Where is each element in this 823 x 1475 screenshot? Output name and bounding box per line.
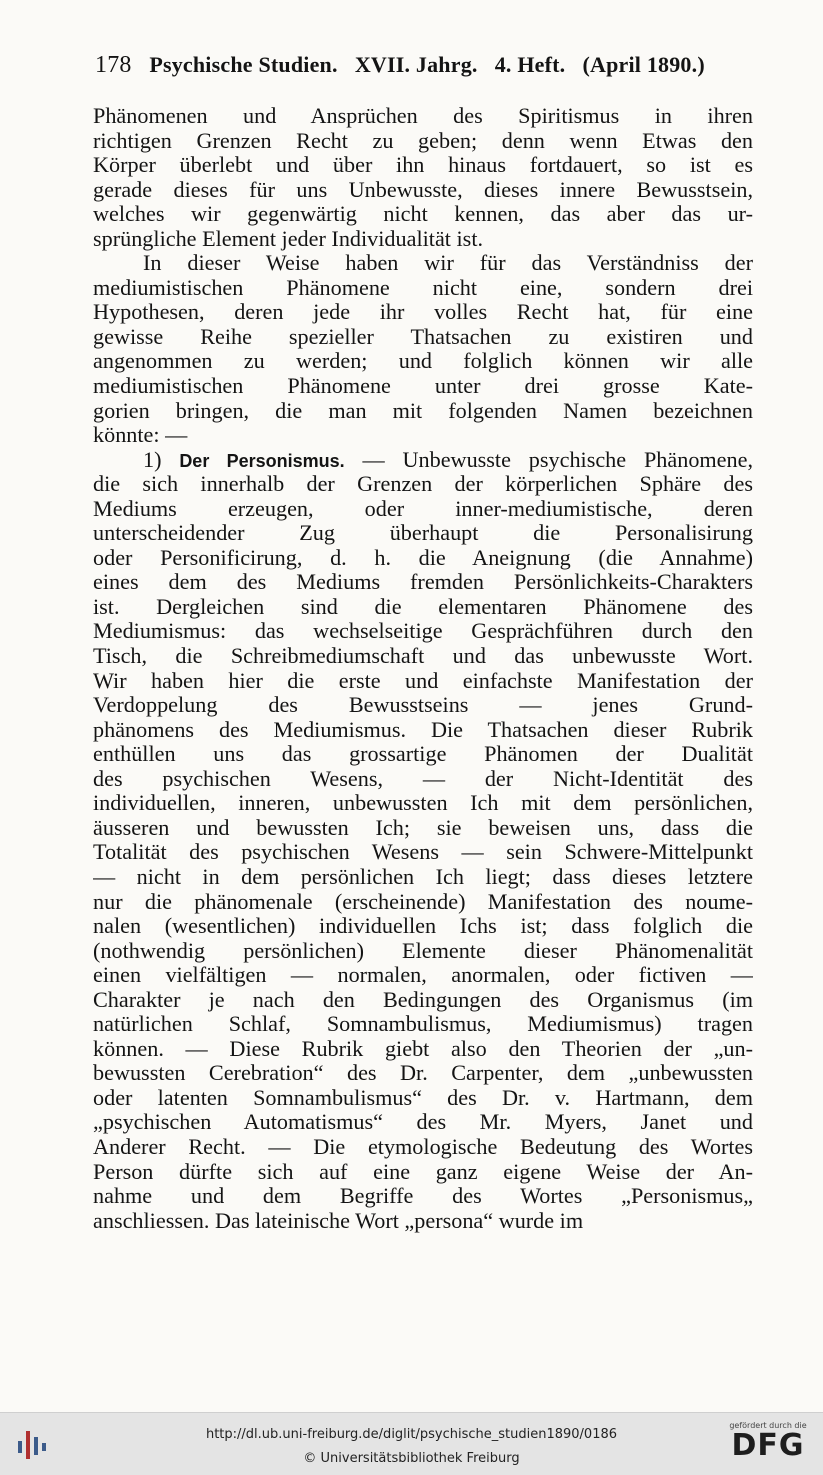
text-line xyxy=(93,742,753,767)
permalink[interactable]: http://dl.ub.uni-freiburg.de/diglit/psychische_studien1890/0186 xyxy=(205,1427,618,1442)
text-line xyxy=(93,1209,753,1234)
list-number: 1) xyxy=(143,447,180,472)
text-line xyxy=(93,423,753,448)
line-text: individuellen, inneren, unbewussten Ich mit dem persönlichen, xyxy=(93,791,753,816)
line-text: könnte: — xyxy=(93,423,188,448)
text-line xyxy=(93,521,753,546)
line-text: Körper überlebt und über ihn hinaus fortdauert, so ist es xyxy=(93,153,753,178)
text-line xyxy=(93,374,753,399)
text-line xyxy=(93,251,753,276)
dfg-logo xyxy=(725,1421,811,1462)
line-text: Charakter je nach den Bedingungen des Organismus (im xyxy=(93,987,753,1012)
line-text: Phänomenen und Ansprüchen des Spiritismus in ihren xyxy=(93,104,753,128)
journal-title: Psychische Studien. xyxy=(149,52,338,77)
text-line xyxy=(93,693,753,718)
line-text: Anderer Recht. — Die etymologische Bedeutung des Wortes xyxy=(93,1134,753,1159)
text-line xyxy=(93,767,753,792)
line-text: können. — Diese Rubrik giebt also den Theorien der „un- xyxy=(93,1036,753,1061)
line-text: Totalität des psychischen Wesens — sein Schwere-Mittelpunkt xyxy=(93,840,753,865)
text-line xyxy=(93,104,753,129)
text-line xyxy=(93,546,753,571)
text-line xyxy=(93,988,753,1013)
text-line xyxy=(93,202,753,227)
text-line xyxy=(93,619,753,644)
text-line xyxy=(93,939,753,964)
body-text xyxy=(93,104,753,1233)
page-number: 178 xyxy=(95,52,132,78)
copyright-notice: © Universitätsbibliothek Freiburg xyxy=(303,1451,520,1466)
text-line xyxy=(93,963,753,988)
text-line xyxy=(93,448,753,473)
text-line xyxy=(93,1061,753,1086)
text-line xyxy=(93,300,753,325)
text-line xyxy=(93,1160,753,1185)
text-line xyxy=(93,349,753,374)
line-text: — Unbewusste psychische Phänomene, xyxy=(344,447,753,472)
text-line xyxy=(93,178,753,203)
text-line xyxy=(93,497,753,522)
text-line xyxy=(93,227,753,252)
line-text: richtigen Grenzen Recht zu geben; denn wenn Etwas den xyxy=(93,128,753,153)
text-line xyxy=(93,595,753,620)
line-text: gerade dieses für uns Unbewusste, dieses innere Bewusstsein, xyxy=(93,177,753,202)
text-line xyxy=(93,399,753,424)
text-line xyxy=(93,1184,753,1209)
line-text: ist. Dergleichen sind die elementaren Phänomene des xyxy=(93,594,753,619)
issue: 4. Heft. xyxy=(494,52,566,77)
text-line xyxy=(93,718,753,743)
line-text: oder Personificirung, d. h. die Aneignung (die Annahme) xyxy=(93,545,753,570)
line-text: gewisse Reihe spezieller Thatsachen zu existiren und xyxy=(93,324,753,349)
line-text: gorien bringen, die man mit folgenden Namen bezeichnen xyxy=(93,398,753,423)
line-text: mediumistischen Phänomene nicht eine, sondern drei xyxy=(93,275,753,300)
line-text: — nicht in dem persönlichen Ich liegt; dass dieses letztere xyxy=(93,864,753,889)
line-text: phänomens des Mediumismus. Die Thatsachen dieser Rubrik xyxy=(93,717,753,742)
line-text: Verdoppelung des Bewusstseins — jenes Grund- xyxy=(93,693,753,718)
line-text: nahme und dem Begriffe des Wortes „Personismus„ xyxy=(93,1184,753,1209)
text-line xyxy=(93,1135,753,1160)
line-text: In dieser Weise haben wir für das Verständniss der xyxy=(143,251,753,276)
section-heading: Der Personismus. xyxy=(179,450,345,471)
text-line xyxy=(93,865,753,890)
line-text: Tisch, die Schreibmediumschaft und das unbewusste Wort. xyxy=(93,644,753,669)
line-text: Wir haben hier die erste und einfachste Manifestation der xyxy=(93,668,753,693)
text-line xyxy=(93,153,753,178)
line-text: enthüllen uns das grossartige Phänomen der Dualität xyxy=(93,742,753,767)
text-line xyxy=(93,669,753,694)
text-line xyxy=(93,791,753,816)
volume: XVII. Jahrg. xyxy=(354,52,478,77)
text-line xyxy=(93,325,753,350)
line-text: die sich innerhalb der Grenzen der körperlichen Sphäre des xyxy=(93,472,753,497)
line-text: Hypothesen, deren jede ihr volles Recht hat, für eine xyxy=(93,300,753,325)
text-line xyxy=(93,890,753,915)
line-text: einen vielfältigen — normalen, anormalen, oder fictiven — xyxy=(93,963,753,988)
text-line xyxy=(93,570,753,595)
line-text: eines dem des Mediums fremden Persönlichkeits-Charakters xyxy=(93,570,753,595)
text-line xyxy=(93,1037,753,1062)
line-text: (nothwendig persönlichen) Elemente dieser Phänomenalität xyxy=(93,938,753,963)
text-line xyxy=(93,816,753,841)
text-line xyxy=(93,1086,753,1111)
viewer-footer xyxy=(0,1412,823,1475)
text-line xyxy=(93,276,753,301)
line-text: mediumistischen Phänomene unter drei grosse Kate- xyxy=(93,374,753,399)
line-text: Person dürfte sich auf eine ganz eigene Weise der An- xyxy=(93,1159,753,1184)
line-text: nur die phänomenale (erscheinende) Manifestation des noume- xyxy=(93,889,753,914)
line-text: unterscheidender Zug überhaupt die Personalisirung xyxy=(93,521,753,546)
text-line xyxy=(93,644,753,669)
line-text: Mediums erzeugen, oder inner-mediumistische, deren xyxy=(93,496,753,521)
line-text: Mediumismus: das wechselseitige Gesprächführen durch den xyxy=(93,619,753,644)
line-text: welches wir gegenwärtig nicht kennen, das aber das ur- xyxy=(93,202,753,227)
line-text: äusseren und bewussten Ich; sie beweisen uns, dass die xyxy=(93,815,753,840)
text-line xyxy=(93,1012,753,1037)
line-text: oder latenten Somnambulismus“ des Dr. v. Hartmann, dem xyxy=(93,1085,753,1110)
running-header xyxy=(95,52,755,79)
text-line xyxy=(93,472,753,497)
dfg-wordmark: DFG xyxy=(731,1428,805,1463)
text-line xyxy=(93,914,753,939)
text-line xyxy=(93,1110,753,1135)
line-text: anschliessen. Das lateinische Wort „persona“ wurde im xyxy=(93,1208,584,1233)
line-text: sprüngliche Element jeder Individualität ist. xyxy=(93,226,484,251)
line-text: angenommen zu werden; und folglich können wir alle xyxy=(93,349,753,374)
text-line xyxy=(93,840,753,865)
line-text: nalen (wesentlichen) individuellen Ichs ist; dass folglich die xyxy=(93,914,753,939)
line-text: „psychischen Automatismus“ des Mr. Myers, Janet und xyxy=(93,1110,753,1135)
line-text: bewussten Cerebration“ des Dr. Carpenter, dem „unbewussten xyxy=(93,1061,753,1086)
line-text: des psychischen Wesens, — der Nicht-Identität des xyxy=(93,766,753,791)
issue-date: (April 1890.) xyxy=(582,52,705,77)
line-text: natürlichen Schlaf, Somnambulismus, Mediumismus) tragen xyxy=(93,1012,753,1037)
text-line xyxy=(93,129,753,154)
dfg-caption: gefördert durch die xyxy=(729,1421,807,1430)
